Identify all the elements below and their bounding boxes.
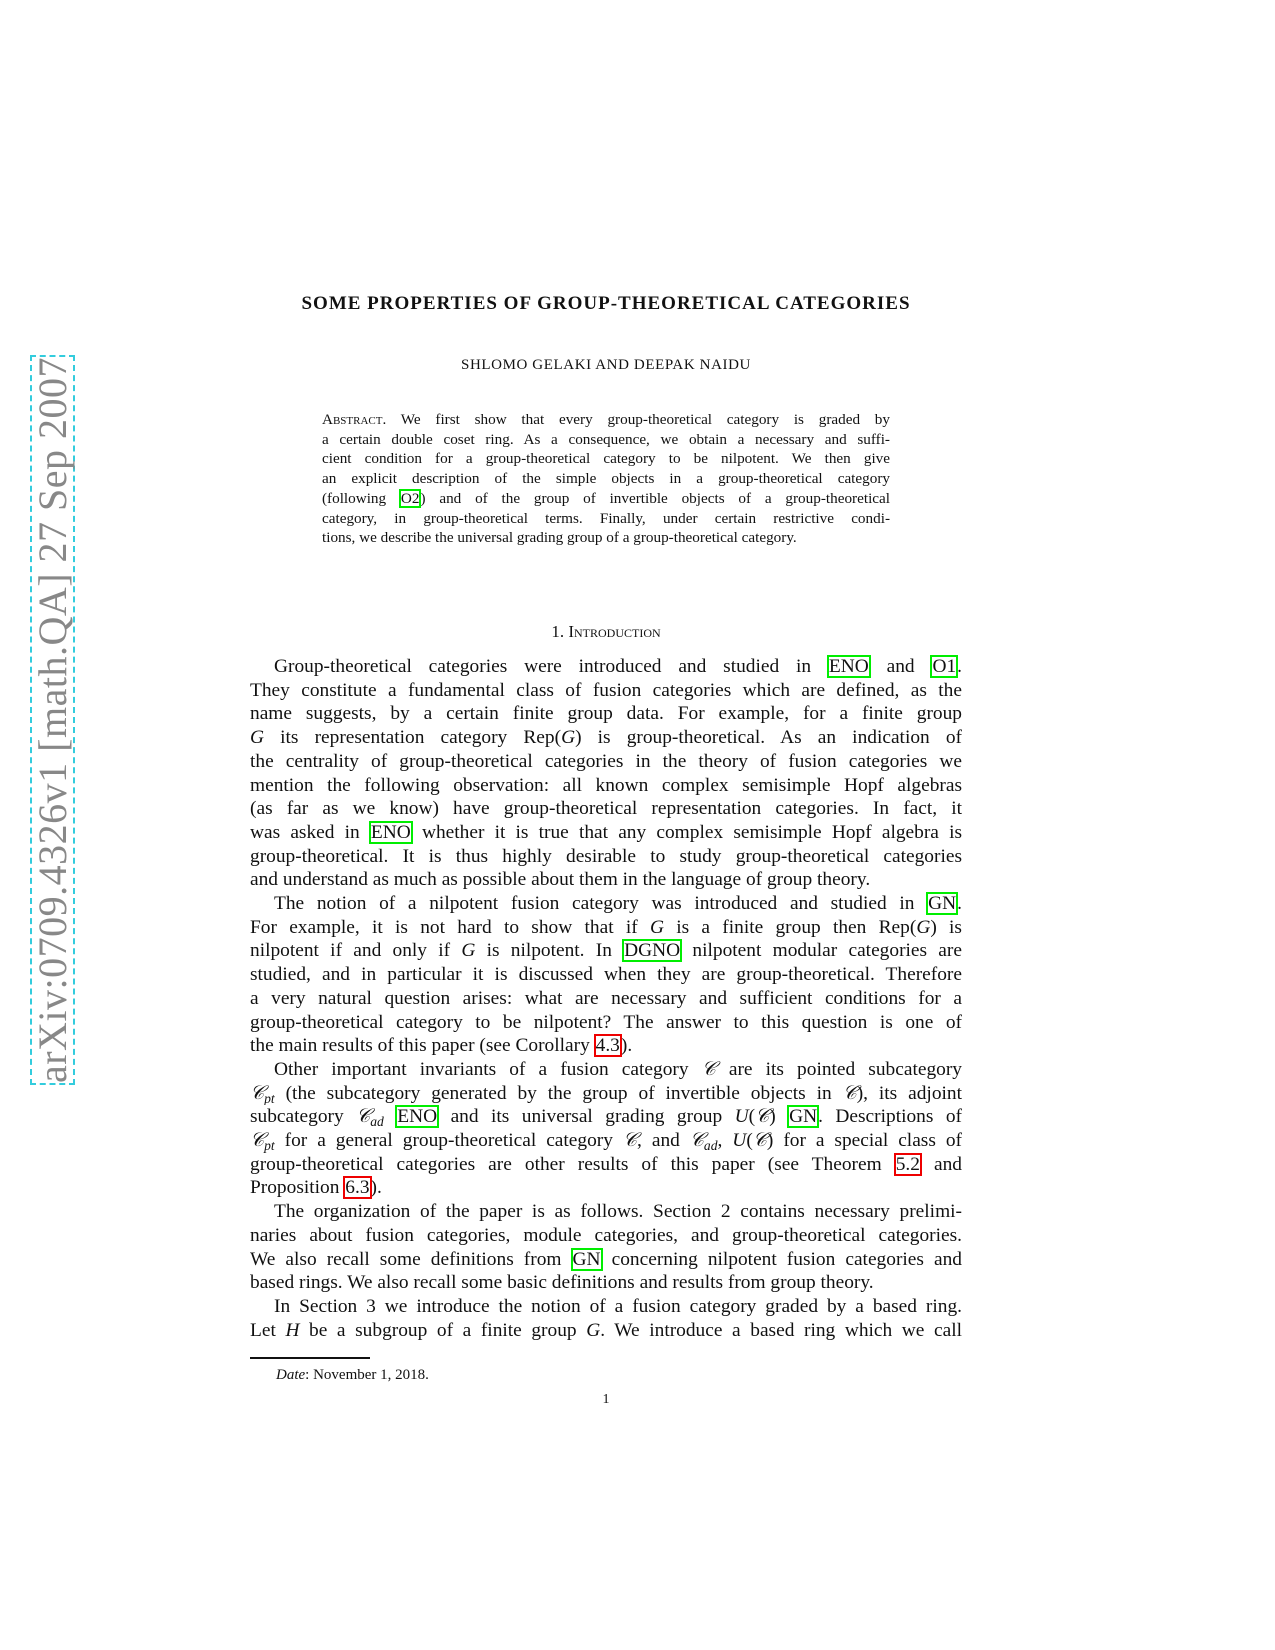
text-run: ) and of the group of invertible objects of a group-theoretical	[420, 489, 890, 507]
crossref-link[interactable]: 6.3	[345, 1177, 370, 1199]
text-line	[250, 655, 962, 679]
citation-link[interactable]: O2	[400, 489, 420, 507]
text-line	[250, 1011, 962, 1035]
text-run: ).	[370, 1177, 382, 1199]
text-run: .	[957, 893, 962, 915]
text-line	[250, 845, 962, 869]
text-line	[250, 702, 962, 726]
text-line	[250, 797, 962, 821]
text-run: is nilpotent. In	[475, 940, 624, 962]
text-run: ) is	[930, 916, 962, 938]
citation-link[interactable]: ENO	[828, 656, 869, 677]
text-run: and understand as much as possible about them in the language of group theory.	[250, 869, 871, 891]
math-symbol: U	[734, 1106, 749, 1128]
text-run: its representation category Rep(	[264, 727, 562, 749]
abstract	[322, 410, 890, 548]
text-run: (	[746, 1130, 753, 1152]
text-run: concerning nilpotent fusion categories and	[601, 1248, 962, 1270]
paragraph	[250, 1200, 962, 1295]
text-run: (as far as we know) have group-theoretical representation categories. In fact, it	[250, 798, 962, 820]
text-line	[250, 1105, 962, 1129]
text-run: are its pointed subcategory	[715, 1058, 962, 1080]
math-symbol: G	[916, 916, 931, 938]
text-line	[322, 410, 890, 430]
text-line	[250, 987, 962, 1011]
citation-link[interactable]: GN	[928, 893, 957, 915]
math-symbol: U	[732, 1130, 747, 1152]
text-line	[250, 821, 962, 845]
text-line	[250, 916, 962, 940]
text-run: The organization of the paper is as follows. Section 2 contains necessary prelimi-	[274, 1201, 962, 1223]
math-symbol: G	[561, 727, 576, 749]
footnote-date	[276, 1367, 429, 1384]
text-run: (	[748, 1106, 756, 1128]
text-run: Let	[250, 1319, 286, 1341]
text-run: Group-theoretical categories were introduced and studied in	[274, 656, 828, 677]
section-heading	[0, 622, 1212, 642]
text-line	[322, 528, 890, 548]
text-run: ,	[717, 1130, 733, 1152]
text-run: , and	[637, 1130, 690, 1152]
math-symbol: 𝒞$_{ad}$	[689, 1130, 718, 1153]
text-line	[250, 1034, 962, 1058]
footnote-label: Date	[276, 1367, 306, 1383]
text-run: mention the following observation: all known complex semisimple Hopf algebras	[250, 774, 962, 796]
text-run: be a subgroup of a finite group	[299, 1319, 587, 1341]
text-run: was asked in	[250, 821, 370, 843]
arxiv-identifier[interactable]: arXiv:0709.4326v1 [math.QA] 27 Sep 2007	[30, 356, 75, 1084]
text-run: name suggests, by a certain finite group data. For example, for a finite group	[250, 703, 962, 725]
text-line	[250, 1295, 962, 1319]
text-run: studied, and in particular it is discussed when they are group-theoretical. Therefore	[250, 964, 962, 986]
text-line	[250, 1058, 962, 1082]
text-run: ).	[620, 1035, 633, 1057]
math-symbol: 𝒞	[752, 1130, 767, 1152]
text-run: subcategory	[250, 1106, 357, 1128]
text-run: For example, it is not hard to show that if	[250, 916, 650, 938]
math-symbol: G	[461, 940, 476, 962]
text-run: nilpotent modular categories are	[681, 940, 962, 962]
text-line	[250, 1200, 962, 1224]
paragraph	[250, 655, 962, 892]
text-line	[322, 509, 890, 529]
paragraph	[250, 1058, 962, 1200]
text-run: category, in group-theoretical terms. Finally, under certain restrictive condi-	[322, 509, 890, 527]
text-run: Other important invariants of a fusion category	[274, 1058, 702, 1080]
text-run: . We introduce a based ring which we call	[600, 1319, 962, 1341]
crossref-link[interactable]: 4.3	[595, 1035, 620, 1057]
text-run: )	[769, 1106, 789, 1128]
text-run: In Section 3 we introduce the notion of a fusion category graded by a based ring.	[274, 1295, 962, 1317]
abstract-label: Abstract.	[322, 411, 387, 428]
text-run: for a general group-theoretical category	[274, 1130, 623, 1152]
citation-link[interactable]: O1	[932, 656, 957, 677]
citation-link[interactable]: DGNO	[624, 940, 681, 962]
footnote-rule	[250, 1357, 370, 1359]
text-run: ), its adjoint	[856, 1082, 962, 1104]
text-run: the main results of this paper (see Corollary	[250, 1035, 595, 1057]
page-number: 1	[602, 1392, 610, 1407]
citation-link[interactable]: GN	[572, 1248, 601, 1270]
text-run: They constitute a fundamental class of fusion categories which are defined, as the	[250, 679, 962, 701]
math-symbol: 𝒞$_{ad}$	[356, 1106, 384, 1130]
math-symbol: G	[250, 727, 265, 749]
text-line	[322, 469, 890, 489]
text-run: based rings. We also recall some basic definitions and results from group theory.	[250, 1272, 874, 1294]
math-symbol: G	[586, 1319, 601, 1341]
text-line	[250, 868, 962, 892]
text-line	[250, 892, 962, 916]
text-run: The notion of a nilpotent fusion category was introduced and studied in	[274, 893, 928, 915]
text-run: tions, we describe the universal grading group of a group-theoretical category.	[322, 529, 797, 547]
text-run: cient condition for a group-theoretical category to be nilpotent. We then give	[322, 450, 890, 468]
text-run: . Descriptions of	[818, 1106, 962, 1128]
text-line	[250, 726, 962, 750]
text-line	[322, 489, 890, 509]
text-run: a certain double coset ring. As a consequence, we obtain a necessary and suffi-	[322, 430, 890, 448]
text-line	[250, 963, 962, 987]
footnote-text: : November 1, 2018.	[305, 1367, 429, 1383]
text-run: .	[957, 656, 962, 677]
text-line	[250, 750, 962, 774]
text-line	[322, 430, 890, 450]
text-run: is a finite group then Rep(	[663, 916, 917, 938]
text-line	[250, 1129, 962, 1153]
text-line	[250, 1153, 962, 1177]
math-symbol: G	[649, 916, 664, 938]
paper-authors: SHLOMO GELAKI AND DEEPAK NAIDU	[461, 357, 751, 373]
text-run: We also recall some definitions from	[250, 1248, 572, 1270]
math-symbol: 𝒞	[701, 1058, 716, 1080]
citation-link[interactable]: ENO	[370, 821, 411, 843]
text-line	[250, 1176, 962, 1200]
text-run: nilpotent if and only if	[250, 940, 462, 962]
text-run: group-theoretical categories are other results of this paper (see Theorem	[250, 1153, 895, 1175]
section-heading-text: 1. Introduction	[551, 622, 661, 641]
text-run: a very natural question arises: what are necessary and sufficient conditions for a	[250, 987, 962, 1009]
text-run: group-theoretical. It is thus highly desirable to study group-theoretical categories	[250, 845, 962, 867]
math-symbol: 𝒞	[842, 1082, 857, 1104]
paragraph	[250, 892, 962, 1058]
paragraph	[250, 1295, 962, 1342]
text-line	[250, 679, 962, 703]
text-line	[250, 1224, 962, 1248]
text-line	[322, 449, 890, 469]
text-run: an explicit description of the simple objects in a group-theoretical category	[322, 470, 890, 488]
text-line	[250, 1319, 962, 1343]
math-symbol: H	[285, 1319, 300, 1341]
text-run: whether it is true that any complex semisimple Hopf algebra is	[411, 821, 962, 843]
math-symbol: 𝒞$_{pt}$	[250, 1082, 275, 1106]
citation-link[interactable]: GN	[789, 1106, 818, 1128]
text-run: (the subcategory generated by the group of invertible objects in	[274, 1082, 843, 1104]
math-symbol: 𝒞	[622, 1130, 638, 1152]
text-run: ) for a special class of	[766, 1130, 962, 1152]
text-run: group-theoretical category to be nilpotent? The answer to this question is one of	[250, 1011, 962, 1033]
text-run	[384, 1106, 396, 1127]
text-line	[250, 1082, 962, 1106]
citation-link[interactable]: ENO	[397, 1106, 438, 1128]
text-run: Proposition	[250, 1177, 345, 1199]
body-text	[250, 655, 962, 1342]
crossref-link[interactable]: 5.2	[895, 1153, 920, 1175]
text-run: and	[869, 656, 932, 677]
text-line	[250, 774, 962, 798]
paper-title: SOME PROPERTIES OF GROUP-THEORETICAL CATEGORIES	[301, 293, 911, 314]
text-line	[250, 1271, 962, 1295]
math-symbol: 𝒞	[755, 1106, 770, 1128]
text-run: and its universal grading group	[438, 1106, 735, 1128]
text-run: naries about fusion categories, module categories, and group-theoretical categories.	[250, 1224, 962, 1246]
arxiv-stamp[interactable]	[30, 355, 75, 1085]
text-line	[250, 1248, 962, 1272]
text-line	[250, 939, 962, 963]
text-run: and	[920, 1153, 962, 1175]
text-run: (following	[322, 489, 400, 507]
text-run: We first show that every group-theoretical category is graded by	[386, 411, 890, 428]
text-run: the centrality of group-theoretical categories in the theory of fusion categories we	[250, 750, 962, 772]
math-symbol: 𝒞$_{pt}$	[250, 1130, 275, 1153]
text-run: ) is group-theoretical. As an indication of	[575, 727, 962, 749]
